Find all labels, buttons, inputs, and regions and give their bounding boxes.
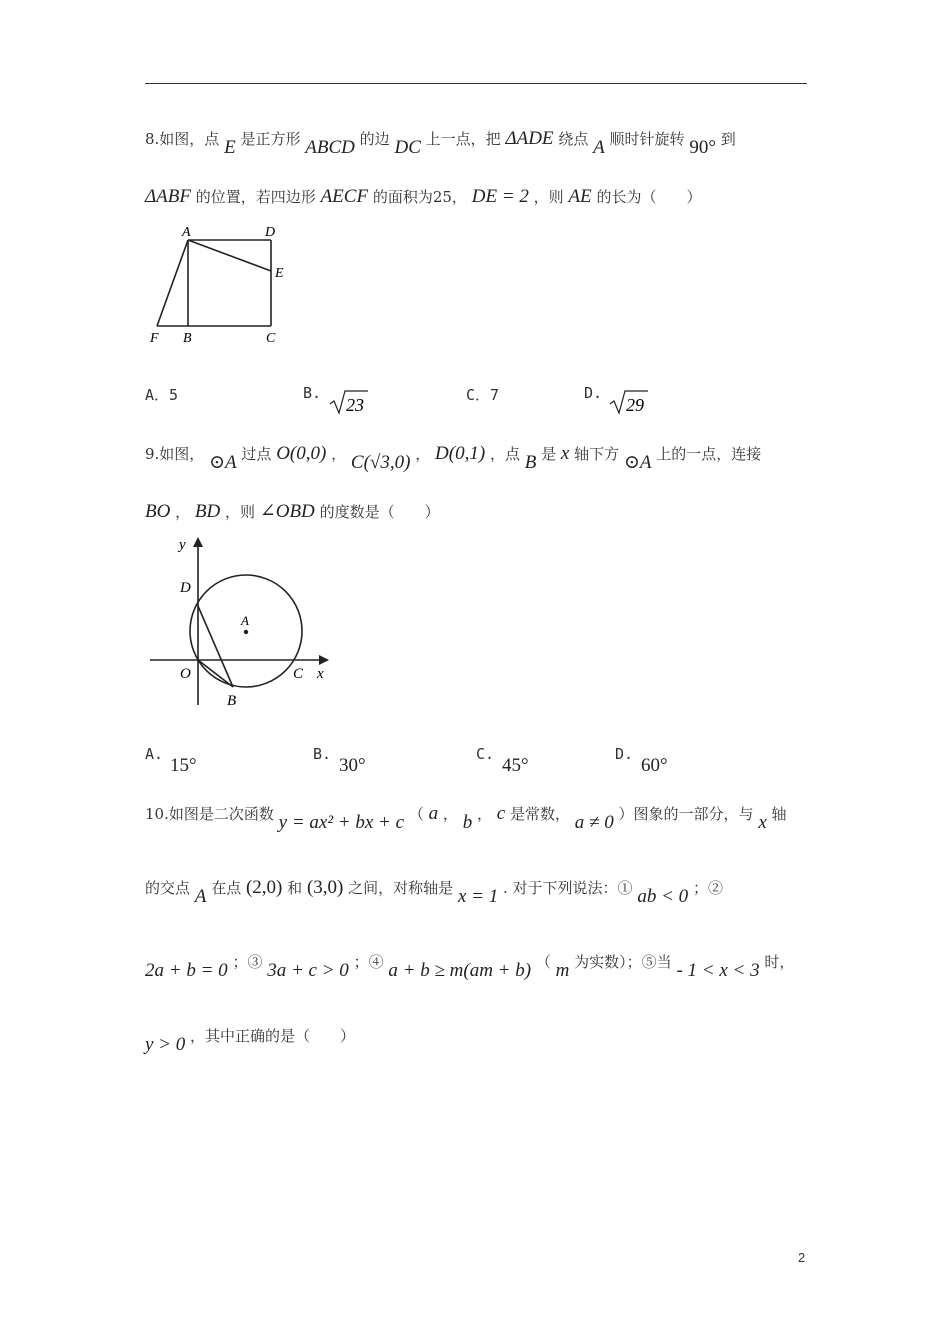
q9-line-1: 9.如图， ⊙A 过点 O(0,0) ， C(√3,0) ， D(0,1) ，点 B 是 x 轴下方 ⊙A 上的一点，连接 [145, 443, 762, 473]
center-point-a [244, 630, 248, 634]
q9-option-c: C. [476, 745, 495, 763]
point-label-c: C [293, 666, 304, 682]
point-label-d: D [180, 580, 191, 596]
q9-option-c-value: 45° [502, 755, 529, 776]
q8-option-a: A．5 [145, 386, 179, 404]
svg-text:29: 29 [626, 395, 644, 415]
q8-line-1: 8.如图，点 E 是正方形 ABCD 的边 DC 上一点，把 ΔADE 绕点 A 顺时针旋转 90° 到 [145, 128, 736, 158]
point-label-b: B [183, 331, 192, 346]
q9-line-2: BO ， BD ，则 ∠OBD 的度数是（ ） [145, 501, 440, 522]
q8-option-c: C．7 [466, 386, 500, 404]
y-axis-arrow [193, 537, 203, 547]
q8-option-b: B. [303, 384, 322, 402]
q9-option-b: B. [313, 745, 332, 763]
q10-line-3: 2a + b = 0 ；③ 3a + c > 0 ；④ a + b ≥ m(am + b) （ m 为实数）；⑤当 - 1 < x < 3 时， [145, 953, 795, 981]
q9-option-a: A. [145, 745, 164, 763]
point-label-a: A [182, 225, 191, 240]
axis-label-x: x [317, 666, 324, 682]
point-label-b: B [227, 693, 237, 709]
point-label-c: C [266, 331, 276, 346]
point-label-o: O [180, 666, 191, 682]
q9-option-d: D. [615, 745, 634, 763]
point-label-e: E [275, 266, 284, 281]
point-label-f: F [150, 331, 159, 346]
page-number: 2 [798, 1250, 806, 1265]
q8-option-d-sqrt [608, 388, 650, 416]
point-label-a: A [241, 613, 249, 628]
x-axis-arrow [319, 655, 329, 665]
q9-circle-figure [145, 535, 340, 715]
q8-line-2: ΔABF 的位置，若四边形 AECF 的面积为25， DE = 2 ，则 AE 的长为（ ） [145, 186, 702, 207]
header-rule [145, 83, 807, 84]
axis-label-y: y [179, 537, 186, 553]
svg-text:23: 23 [346, 395, 364, 415]
q10-line-2: 的交点 A 在点 (2,0) 和 (3,0) 之间，对称轴是 x = 1 . 对于下列说法：① ab < 0 ；② [145, 877, 723, 907]
q8-option-b-sqrt [328, 388, 370, 416]
q8-option-d: D. [584, 384, 603, 402]
q9-option-a-value: 15° [170, 755, 197, 776]
q8-square-figure [145, 222, 295, 347]
q10-line-1: 10.如图是二次函数 y = ax² + bx + c （ a ， b ， c 是常数， a ≠ 0 ）图象的一部分，与 x 轴 [145, 803, 787, 833]
point-label-d: D [265, 225, 276, 240]
q9-option-d-value: 60° [641, 755, 668, 776]
q9-option-b-value: 30° [339, 755, 366, 776]
q10-line-4: y > 0 ，其中正确的是（ ） [145, 1027, 356, 1055]
